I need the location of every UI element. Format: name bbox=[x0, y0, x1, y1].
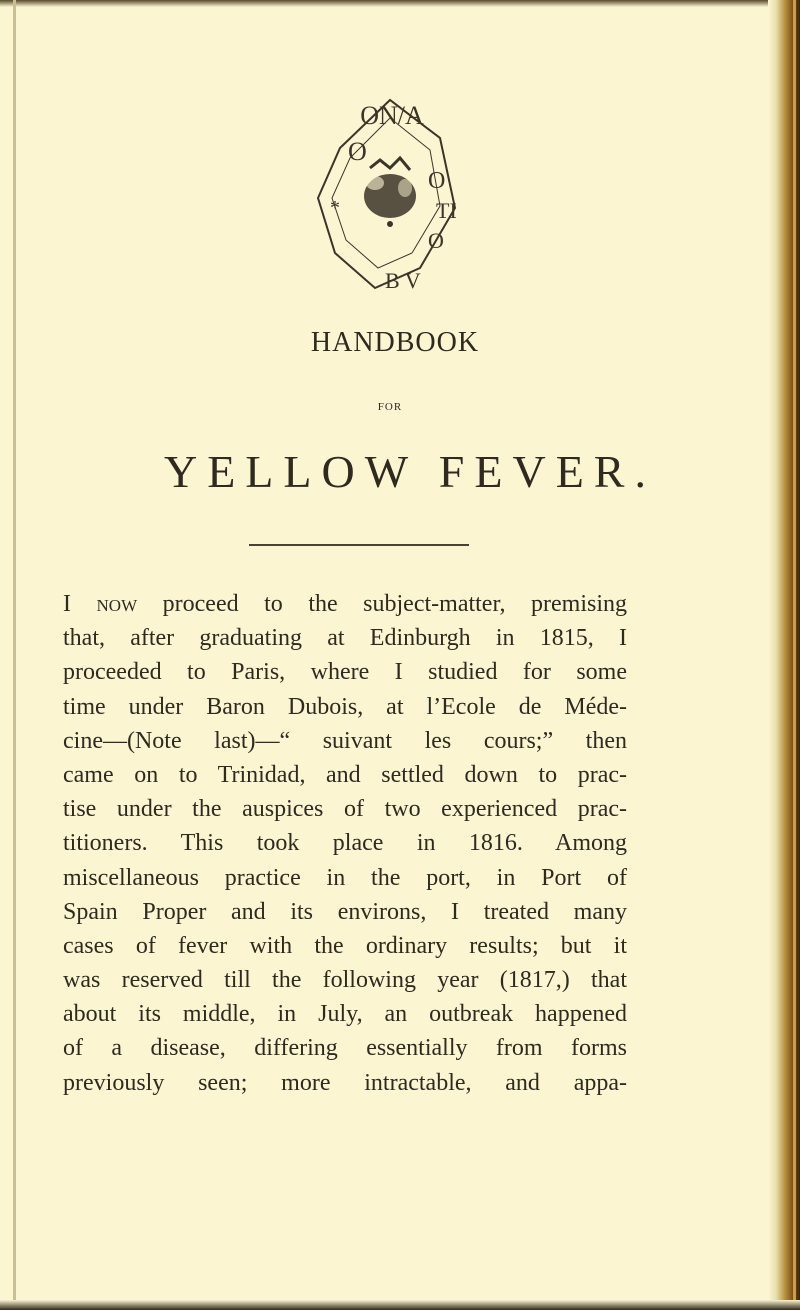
left-page-edge bbox=[13, 0, 16, 1310]
text-line: was reserved till the following year (1817,) that bbox=[63, 967, 627, 994]
text-line: that, after graduating at Edinburgh in 1815, I bbox=[63, 625, 627, 652]
top-page-shadow bbox=[0, 0, 800, 7]
text-line: tise under the auspices of two experienced prac- bbox=[63, 796, 627, 823]
for-label: FOR bbox=[377, 401, 403, 413]
svg-text:B V: B V bbox=[385, 268, 421, 293]
binding-gilt-stripe bbox=[793, 0, 796, 1310]
svg-text:*: * bbox=[330, 197, 340, 219]
text-line: of a disease, differing essentially from forms bbox=[63, 1035, 627, 1062]
text-line: I now proceed to the subject-matter, premising bbox=[63, 591, 627, 617]
first-smallcaps-word: now bbox=[96, 591, 138, 617]
svg-text:O: O bbox=[428, 228, 444, 253]
text-line: Spain Proper and its environs, I treated many bbox=[63, 898, 627, 925]
svg-text:TI: TI bbox=[436, 198, 457, 223]
text-line: about its middle, in July, an outbreak happened bbox=[63, 1001, 627, 1028]
text-line: came on to Trinidad, and settled down to prac- bbox=[63, 761, 627, 788]
text-line: previously seen; more intractable, and appa- bbox=[63, 1069, 627, 1096]
body-paragraph bbox=[63, 587, 627, 1100]
text-line: miscellaneous practice in the port, in Port of bbox=[63, 864, 627, 891]
svg-text:ON/A: ON/A bbox=[360, 101, 424, 130]
library-stamp bbox=[300, 88, 480, 293]
text-line: titioners. This took place in 1816. Among bbox=[63, 830, 627, 857]
svg-text:O: O bbox=[428, 168, 446, 194]
library-stamp-seal-icon bbox=[300, 88, 480, 293]
text-line: time under Baron Dubois, at l’Ecole de Méde- bbox=[63, 693, 627, 720]
first-word: I bbox=[63, 591, 71, 617]
text-line: cases of fever with the ordinary results; but it bbox=[63, 932, 627, 959]
text-line: cine—(Note last)—“ suivant les cours;” then bbox=[63, 727, 627, 754]
svg-text:O: O bbox=[348, 137, 367, 166]
handbook-heading: HANDBOOK bbox=[310, 327, 480, 358]
page-title: YELLOW FEVER. bbox=[163, 446, 656, 497]
title-divider bbox=[249, 544, 469, 546]
bottom-page-edge bbox=[0, 1300, 800, 1310]
text-line: proceeded to Paris, where I studied for some bbox=[63, 659, 627, 686]
